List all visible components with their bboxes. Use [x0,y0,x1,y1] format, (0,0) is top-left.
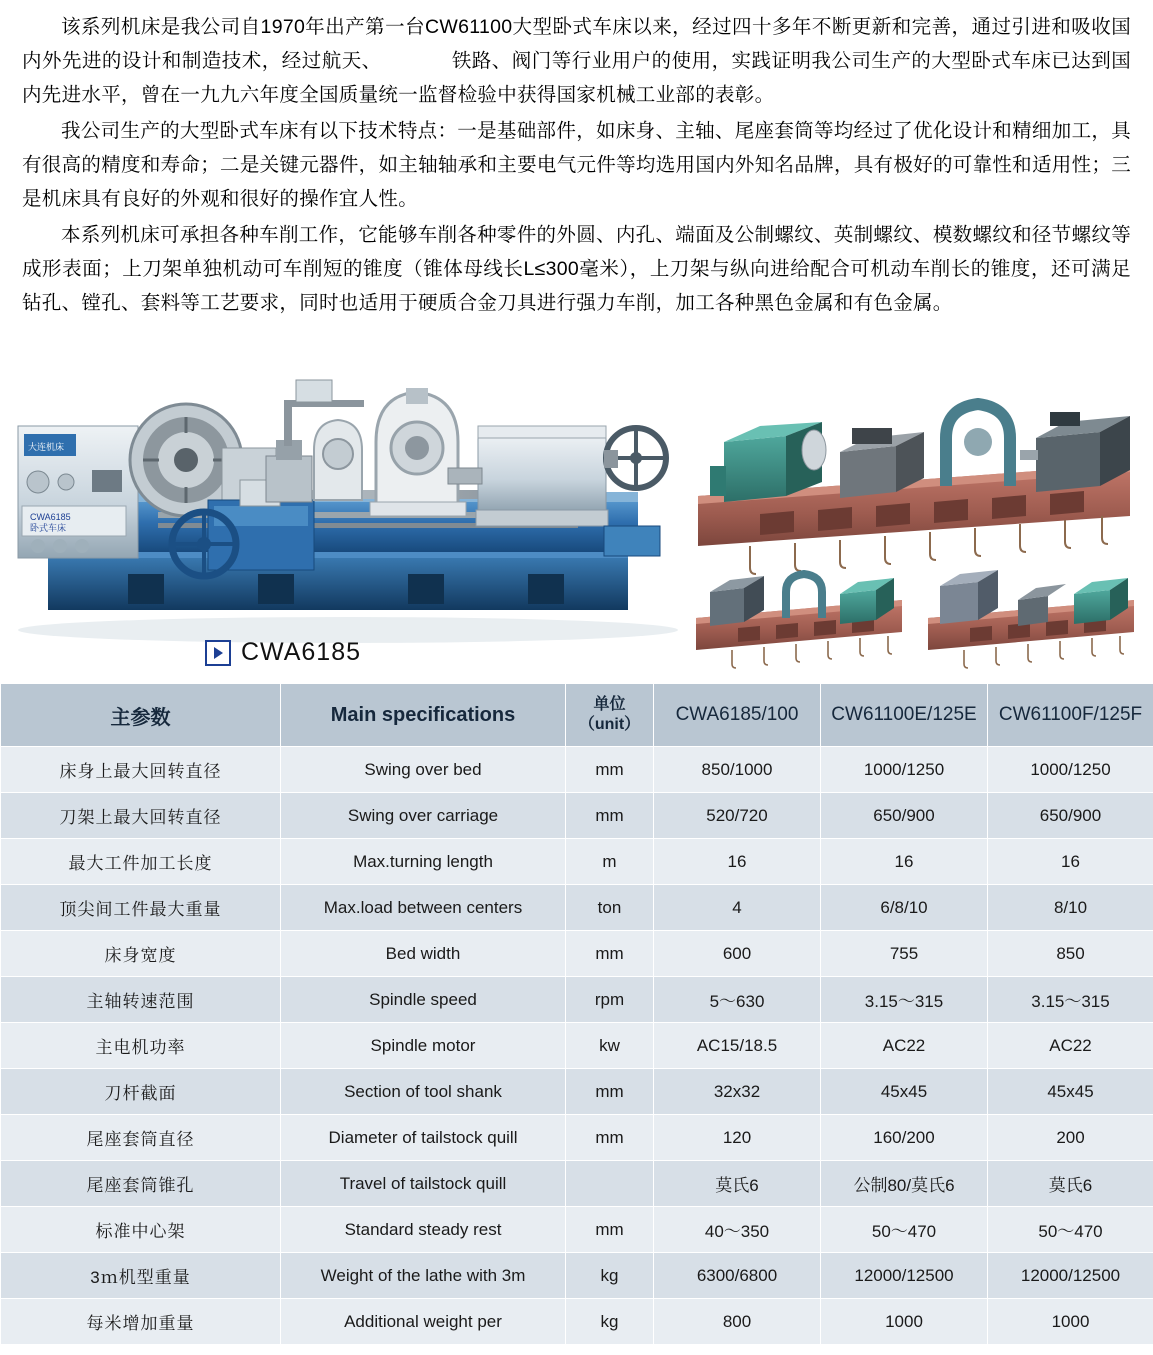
lathe-photo-svg [8,330,678,648]
row-value-2: 650/900 [821,793,988,839]
intro-paragraph-3: 本系列机床可承担各种车削工作，它能够车削各种零件的外圆、内孔、端面及公制螺纹、英制螺纹、模数螺纹和径节螺纹等成形表面；上刀架单独机动可车削短的锥度（锥体母线长L≤300毫米），上刀架与纵向进给配合可机动车削长的锥度，还可满足钻孔、镗孔、套料等工艺要求，同时也适用于硬质合金刀具进行强力车削，加工各种黑色金属和有色金属。 [22,224,1131,314]
row-value-3: 1000 [988,1299,1153,1345]
row-unit: mm [566,793,654,839]
specifications-table [0,683,1153,1345]
row-label-en: Max.load between centers [281,885,566,931]
row-unit: ton [566,885,654,931]
table-row [1,1115,1153,1161]
row-unit: mm [566,931,654,977]
table-row [1,1207,1153,1253]
header-model-cwa6185: CWA6185/100 [654,684,821,747]
row-label-cn: 尾座套筒锥孔 [1,1161,281,1207]
machine-brand-label: 大连机床 [28,442,65,452]
intro-paragraph-2: 我公司生产的大型卧式车床有以下技术特点：一是基础部件，如床身、主轴、尾座套筒等均经过了优化设计和精细加工，具有很高的精度和寿命；二是关键元器件，如主轴轴承和主要电气元件等均选用国内外知名品牌，具有极好的可靠性和适用性；三是机床具有良好的外观和很好的操作宜人性。 [22,120,1131,210]
row-value-3: AC22 [988,1023,1153,1069]
lathe-photo [8,330,678,648]
table-row [1,1299,1153,1345]
row-unit: mm [566,1207,654,1253]
row-value-1: 4 [654,885,821,931]
row-label-en: Bed width [281,931,566,977]
row-unit: m [566,839,654,885]
row-unit: rpm [566,977,654,1023]
row-value-2: 公制80/莫氏6 [821,1161,988,1207]
row-label-cn: 床身上最大回转直径 [1,747,281,793]
row-value-1: 850/1000 [654,747,821,793]
row-value-1: 16 [654,839,821,885]
row-value-3: 16 [988,839,1153,885]
figure-caption [205,638,361,667]
row-value-2: 16 [821,839,988,885]
row-label-en: Spindle motor [281,1023,566,1069]
row-label-cn: 刀杆截面 [1,1069,281,1115]
row-unit: kg [566,1253,654,1299]
machine-model-label: CWA6185 [30,512,71,522]
table-row [1,885,1153,931]
intro-text-block [0,0,1153,320]
table-row [1,839,1153,885]
row-label-cn: 3ｍ机型重量 [1,1253,281,1299]
header-unit-line1: 单位 [593,696,626,713]
row-label-cn: 每米增加重量 [1,1299,281,1345]
row-value-2: AC22 [821,1023,988,1069]
table-header-row [1,684,1153,747]
row-value-3: 12000/12500 [988,1253,1153,1299]
header-model-cw61100e: CW61100E/125E [821,684,988,747]
table-row [1,1069,1153,1115]
row-value-2: 160/200 [821,1115,988,1161]
row-value-2: 755 [821,931,988,977]
row-value-2: 6/8/10 [821,885,988,931]
table-row [1,1253,1153,1299]
row-value-2: 12000/12500 [821,1253,988,1299]
row-label-en: Max.turning length [281,839,566,885]
row-value-3: 50～470 [988,1207,1153,1253]
row-value-3: 650/900 [988,793,1153,839]
row-label-en: Travel of tailstock quill [281,1161,566,1207]
table-row [1,931,1153,977]
row-unit: mm [566,1115,654,1161]
row-unit: kg [566,1299,654,1345]
row-value-2: 3.15～315 [821,977,988,1023]
lathe-render-small-right-svg [922,556,1144,676]
row-label-en: Spindle speed [281,977,566,1023]
table-row [1,1161,1153,1207]
row-value-1: 600 [654,931,821,977]
header-unit [566,684,654,747]
header-main-parameters-cn: 主参数 [1,684,281,747]
row-value-1: 莫氏6 [654,1161,821,1207]
row-unit: kw [566,1023,654,1069]
row-unit: mm [566,747,654,793]
row-label-cn: 床身宽度 [1,931,281,977]
row-value-3: 200 [988,1115,1153,1161]
row-label-en: Standard steady rest [281,1207,566,1253]
row-value-1: 32x32 [654,1069,821,1115]
header-main-specifications-en: Main specifications [281,684,566,747]
intro-paragraph-1: 该系列机床是我公司自1970年出产第一台CW61100大型卧式车床以来，经过四十多年不断更新和完善，通过引进和吸收国内外先进的设计和制造技术，经过航天、 铁路、阀门等行业用户的使用，实践证明我公司生产的大型卧式车床已达到国内先进水平，曾在一九九六年度全国质量统一监督检验中获得国家机械工业部的表彰。 [22,16,1131,106]
row-value-1: AC15/18.5 [654,1023,821,1069]
header-unit-line2: （unit） [578,716,641,733]
row-label-en: Additional weight per [281,1299,566,1345]
row-label-en: Swing over bed [281,747,566,793]
row-value-1: 120 [654,1115,821,1161]
row-label-en: Swing over carriage [281,793,566,839]
row-label-cn: 主轴转速范围 [1,977,281,1023]
row-label-en: Weight of the lathe with 3m [281,1253,566,1299]
row-unit: mm [566,1069,654,1115]
table-row [1,747,1153,793]
row-label-cn: 最大工件加工长度 [1,839,281,885]
row-value-2: 1000 [821,1299,988,1345]
row-value-2: 45x45 [821,1069,988,1115]
row-value-3: 1000/1250 [988,747,1153,793]
figure-caption-label: CWA6185 [241,638,362,666]
row-label-cn: 标准中心架 [1,1207,281,1253]
machine-type-label: 卧式车床 [30,523,67,533]
row-label-en: Diameter of tailstock quill [281,1115,566,1161]
row-unit [566,1161,654,1207]
row-value-1: 5～630 [654,977,821,1023]
row-value-1: 520/720 [654,793,821,839]
row-value-3: 8/10 [988,885,1153,931]
row-value-3: 3.15～315 [988,977,1153,1023]
row-value-2: 50～470 [821,1207,988,1253]
row-value-1: 800 [654,1299,821,1345]
row-value-1: 40～350 [654,1207,821,1253]
row-value-2: 1000/1250 [821,747,988,793]
play-triangle-icon [205,640,231,666]
header-model-cw61100f: CW61100F/125F [988,684,1153,747]
row-label-cn: 主电机功率 [1,1023,281,1069]
row-value-3: 莫氏6 [988,1161,1153,1207]
lathe-render-small-right [922,556,1144,676]
lathe-render-small-left-svg [690,556,912,676]
table-row [1,793,1153,839]
table-row [1,1023,1153,1069]
product-images [0,328,1153,683]
row-label-cn: 顶尖间工件最大重量 [1,885,281,931]
row-label-cn: 刀架上最大回转直径 [1,793,281,839]
row-label-cn: 尾座套筒直径 [1,1115,281,1161]
row-value-1: 6300/6800 [654,1253,821,1299]
row-value-3: 850 [988,931,1153,977]
row-value-3: 45x45 [988,1069,1153,1115]
row-label-en: Section of tool shank [281,1069,566,1115]
table-row [1,977,1153,1023]
lathe-render-small-left [690,556,912,676]
